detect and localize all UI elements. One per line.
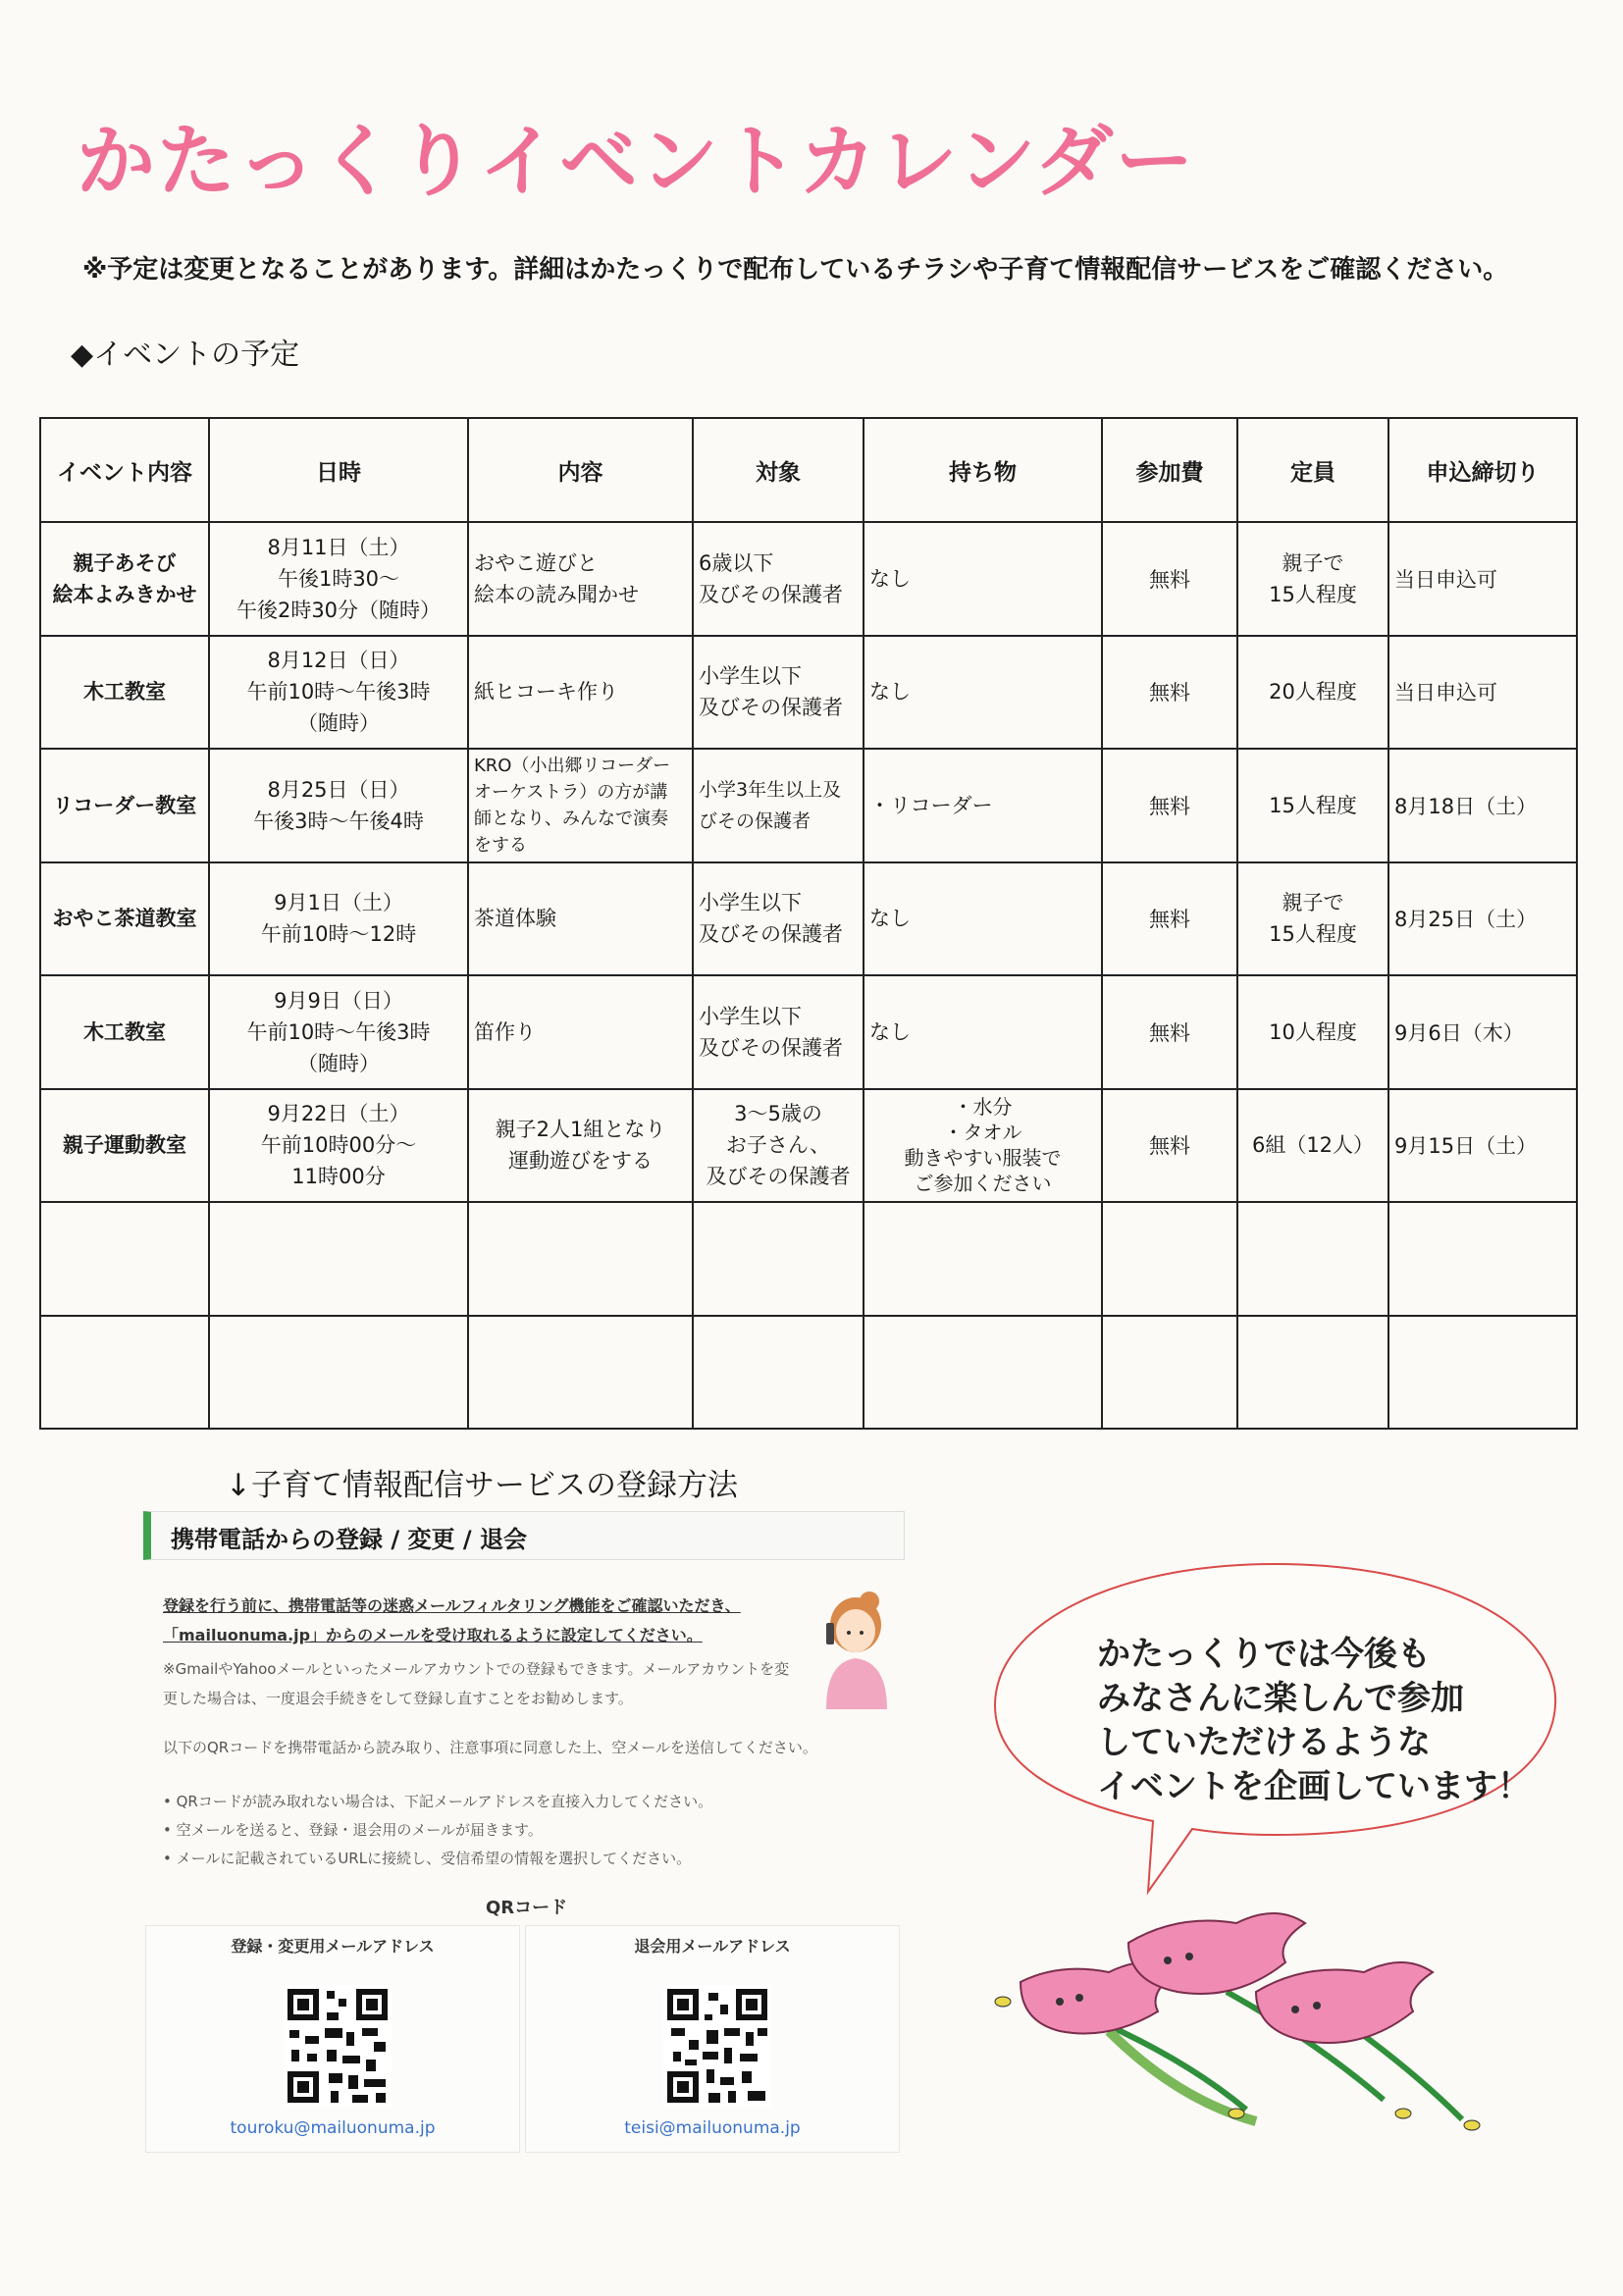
items-cell <box>864 522 1102 636</box>
cell-line: 午前10時00分～ <box>260 1133 417 1158</box>
cell-line: 午後3時～午後4時 <box>253 809 424 833</box>
header-cell: イベント内容 <box>40 418 209 522</box>
empty-cell <box>693 1316 864 1430</box>
empty-cell <box>1237 1316 1388 1430</box>
deadline-cell: 8月25日（土） <box>1388 862 1577 976</box>
withdraw-email[interactable]: teisi@mailuonuma.jp <box>624 2118 801 2138</box>
table-row <box>40 975 1577 1089</box>
cell-line: 午前10時～午後3時 <box>246 1019 431 1044</box>
cell-line: 8月25日（日） <box>267 777 410 802</box>
cell-line: 小学生以下 <box>699 1004 802 1028</box>
cell-line: 親子で <box>1282 550 1344 575</box>
target-cell <box>693 522 864 636</box>
cell-line: 及びその保護者 <box>699 696 843 720</box>
items-cell <box>864 636 1102 750</box>
empty-cell <box>1388 1202 1577 1316</box>
cell-line: KRO（小出郷リコーダー <box>474 755 671 776</box>
event-name-cell <box>40 522 209 636</box>
deadline-cell: 当日申込可 <box>1388 522 1577 636</box>
fee-cell: 無料 <box>1102 862 1237 976</box>
datetime-cell <box>209 522 468 636</box>
deadline-cell: 9月6日（木） <box>1388 975 1577 1089</box>
registration-note <box>163 1592 741 1650</box>
empty-cell <box>1388 1316 1577 1430</box>
capacity-cell <box>1237 636 1388 750</box>
datetime-cell <box>209 636 468 750</box>
header-cell: 持ち物 <box>864 418 1102 522</box>
cell-line: （随時） <box>297 711 380 736</box>
mobile-registration-box <box>143 1511 905 1560</box>
cell-line: 親子運動教室 <box>63 1133 186 1158</box>
register-email[interactable]: touroku@mailuonuma.jp <box>230 2118 436 2138</box>
fee-cell: 無料 <box>1102 1089 1237 1203</box>
target-cell <box>693 749 864 862</box>
cell-line: 師となり、みんなで演奏 <box>474 808 668 829</box>
cell-line: おやこ遊びと <box>474 550 598 575</box>
cell-line: 絵本の読み聞かせ <box>474 582 639 606</box>
cell-line: 小学3年生以上及 <box>699 778 842 801</box>
cell-line: 6組（12人） <box>1251 1133 1375 1158</box>
content-cell <box>468 636 693 750</box>
cell-line: 9月9日（日） <box>274 988 403 1013</box>
empty-cell <box>1237 1202 1388 1316</box>
bubble-line: みなさんに楽しんで参加 <box>1097 1679 1464 1718</box>
cell-line: 8月12日（日） <box>267 649 410 673</box>
table-row <box>40 749 1577 862</box>
empty-cell <box>209 1202 468 1316</box>
cell-line: 10人程度 <box>1269 1019 1357 1044</box>
cell-line: 6歳以下 <box>699 550 774 575</box>
instruction-list <box>163 1788 712 1873</box>
table-row-empty <box>40 1202 1577 1316</box>
cell-line: 笛作り <box>474 1019 536 1044</box>
qr-heading: QRコード <box>486 1898 568 1918</box>
cell-line: 午前10時～午後3時 <box>246 680 431 704</box>
cell-line: ・水分 <box>953 1095 1013 1120</box>
capacity-cell <box>1237 522 1388 636</box>
event-name-cell <box>40 636 209 750</box>
cell-line: なし <box>869 566 911 591</box>
event-name-cell <box>40 975 209 1089</box>
empty-cell <box>693 1202 864 1316</box>
datetime-cell <box>209 862 468 976</box>
cell-line: なし <box>869 680 911 704</box>
empty-cell <box>468 1202 693 1316</box>
cell-line: オーケストラ）の方が講 <box>474 781 668 803</box>
table-row <box>40 522 1577 636</box>
cell-line: 8月11日（土） <box>267 535 410 559</box>
withdraw-qr-code-icon <box>663 1985 771 2108</box>
cell-line: 親子2人1組となり <box>495 1118 666 1142</box>
cell-line: 午前10時～12時 <box>260 922 417 947</box>
cell-line: 及びその保護者 <box>699 1035 843 1060</box>
cell-line: 午後2時30分（随時） <box>236 598 442 622</box>
header-cell: 参加費 <box>1102 418 1237 522</box>
header-cell: 日時 <box>209 418 468 522</box>
cell-line: 及びその保護者 <box>706 1165 851 1189</box>
fee-cell: 無料 <box>1102 636 1237 750</box>
datetime-cell <box>209 749 468 862</box>
bubble-line: イベントを企画しています！ <box>1097 1767 1531 1806</box>
cell-line: （随時） <box>297 1051 380 1075</box>
cell-line: 及びその保護者 <box>699 582 843 606</box>
content-cell <box>468 975 693 1089</box>
target-cell <box>693 862 864 976</box>
cell-line: なし <box>869 907 911 931</box>
cell-line: 11時00分 <box>291 1165 386 1189</box>
capacity-cell <box>1237 862 1388 976</box>
note-line: 登録を行う前に、携帯電話等の迷惑メールフィルタリング機能をご確認いただき、 <box>163 1596 741 1615</box>
cell-line: 親子あそび <box>73 550 177 575</box>
datetime-cell <box>209 1089 468 1203</box>
empty-cell <box>1102 1316 1237 1430</box>
event-name-cell <box>40 749 209 862</box>
register-qr-panel <box>145 1925 520 2153</box>
deadline-cell: 8月18日（土） <box>1388 749 1577 862</box>
empty-cell <box>864 1316 1102 1430</box>
cell-line: リコーダー教室 <box>52 793 197 817</box>
list-item: • メールに記載されているURLに接続し、受信希望の情報を選択してください。 <box>163 1845 712 1873</box>
target-cell <box>693 1089 864 1203</box>
content-cell <box>468 749 693 862</box>
account-note: ※GmailやYahooメールといったメールアカウントでの登録もできます。メールアカウントを変更した場合は、一度退会手続きをして登録し直すことをお勧めします。 <box>163 1660 790 1707</box>
cell-line: 木工教室 <box>83 1019 166 1044</box>
empty-cell <box>40 1202 209 1316</box>
capacity-cell <box>1237 749 1388 862</box>
table-row <box>40 636 1577 750</box>
cell-line: 絵本よみきかせ <box>52 582 197 606</box>
register-qr-code-icon <box>284 1985 392 2108</box>
cell-line: 木工教室 <box>83 680 166 704</box>
target-cell <box>693 975 864 1089</box>
cell-line: びその保護者 <box>699 809 812 832</box>
note-line: 「mailuonuma.jp」からのメールを受け取れるように設定してください。 <box>163 1626 703 1644</box>
cell-line: 小学生以下 <box>699 664 802 689</box>
event-name-cell <box>40 862 209 976</box>
cell-line: 運動遊びをする <box>508 1149 653 1174</box>
items-cell <box>864 1089 1102 1203</box>
cell-line: 9月1日（土） <box>274 891 403 915</box>
table-row <box>40 862 1577 976</box>
content-cell <box>468 862 693 976</box>
header-cell: 対象 <box>693 418 864 522</box>
bubble-message <box>1097 1633 1531 1809</box>
target-cell <box>693 636 864 750</box>
katakuri-mascots-illustration <box>991 1904 1501 2149</box>
notice-text: ※予定は変更となることがあります。詳細はかたっくりで配布しているチラシや子育て情報配信サービスをご確認ください。 <box>82 255 1509 285</box>
section-heading: ◆イベントの予定 <box>71 338 300 372</box>
fee-cell: 無料 <box>1102 749 1237 862</box>
event-table <box>39 417 1578 1430</box>
cell-line: 15人程度 <box>1269 582 1357 606</box>
cell-line: 紙ヒコーキ作り <box>474 680 618 704</box>
cell-line: 15人程度 <box>1269 793 1357 817</box>
items-cell <box>864 749 1102 862</box>
empty-cell <box>864 1202 1102 1316</box>
page-title: かたっくりイベントカレンダー <box>77 116 1196 207</box>
items-cell <box>864 862 1102 976</box>
empty-cell <box>209 1316 468 1430</box>
service-heading: ↓子育て情報配信サービスの登録方法 <box>226 1468 738 1503</box>
cell-line: ・タオル <box>943 1121 1022 1145</box>
content-cell <box>468 522 693 636</box>
cell-line: ご参加ください <box>914 1172 1052 1196</box>
cell-line: 親子で <box>1282 891 1344 915</box>
withdraw-qr-panel <box>525 1925 900 2153</box>
cell-line: 動きやすい服装で <box>904 1146 1062 1171</box>
cell-line: 小学生以下 <box>699 891 802 915</box>
cell-line: 及びその保護者 <box>699 922 843 947</box>
qr-instruction: 以下のQRコードを携帯電話から読み取り、注意事項に同意した上、空メールを送信してください。 <box>163 1739 817 1756</box>
mobile-registration-title: 携帯電話からの登録 / 変更 / 退会 <box>171 1526 527 1553</box>
phone-woman-illustration <box>805 1588 893 1710</box>
empty-cell <box>468 1316 693 1430</box>
capacity-cell <box>1237 1089 1388 1203</box>
cell-line: ・リコーダー <box>869 793 993 817</box>
cell-line: 9月22日（土） <box>267 1102 410 1126</box>
event-name-cell <box>40 1089 209 1203</box>
table-header-row <box>40 418 1577 522</box>
cell-line: お子さん、 <box>725 1133 831 1158</box>
header-cell: 定員 <box>1237 418 1388 522</box>
withdraw-qr-label: 退会用メールアドレス <box>634 1937 791 1956</box>
register-qr-label: 登録・変更用メールアドレス <box>231 1937 435 1956</box>
cell-line: 15人程度 <box>1269 922 1357 947</box>
cell-line: 午後1時30～ <box>277 566 400 591</box>
bubble-line: かたっくりでは今後も <box>1097 1635 1431 1674</box>
content-cell <box>468 1089 693 1203</box>
cell-line: 3～5歳の <box>734 1102 822 1126</box>
header-cell: 内容 <box>468 418 693 522</box>
deadline-cell: 9月15日（土） <box>1388 1089 1577 1203</box>
cell-line: をする <box>474 834 527 856</box>
deadline-cell: 当日申込可 <box>1388 636 1577 750</box>
list-item: • QRコードが読み取れない場合は、下記メールアドレスを直接入力してください。 <box>163 1788 712 1816</box>
fee-cell: 無料 <box>1102 975 1237 1089</box>
empty-cell <box>40 1316 209 1430</box>
cell-line: おやこ茶道教室 <box>52 907 197 931</box>
table-row-empty <box>40 1316 1577 1430</box>
fee-cell: 無料 <box>1102 522 1237 636</box>
table-row <box>40 1089 1577 1203</box>
cell-line: なし <box>869 1019 911 1044</box>
empty-cell <box>1102 1202 1237 1316</box>
items-cell <box>864 975 1102 1089</box>
bubble-line: していただけるような <box>1097 1723 1431 1762</box>
cell-line: 20人程度 <box>1269 680 1357 704</box>
capacity-cell <box>1237 975 1388 1089</box>
datetime-cell <box>209 975 468 1089</box>
list-item: • 空メールを送ると、登録・退会用のメールが届きます。 <box>163 1816 712 1845</box>
header-cell: 申込締切り <box>1388 418 1577 522</box>
cell-line: 茶道体験 <box>474 907 556 931</box>
